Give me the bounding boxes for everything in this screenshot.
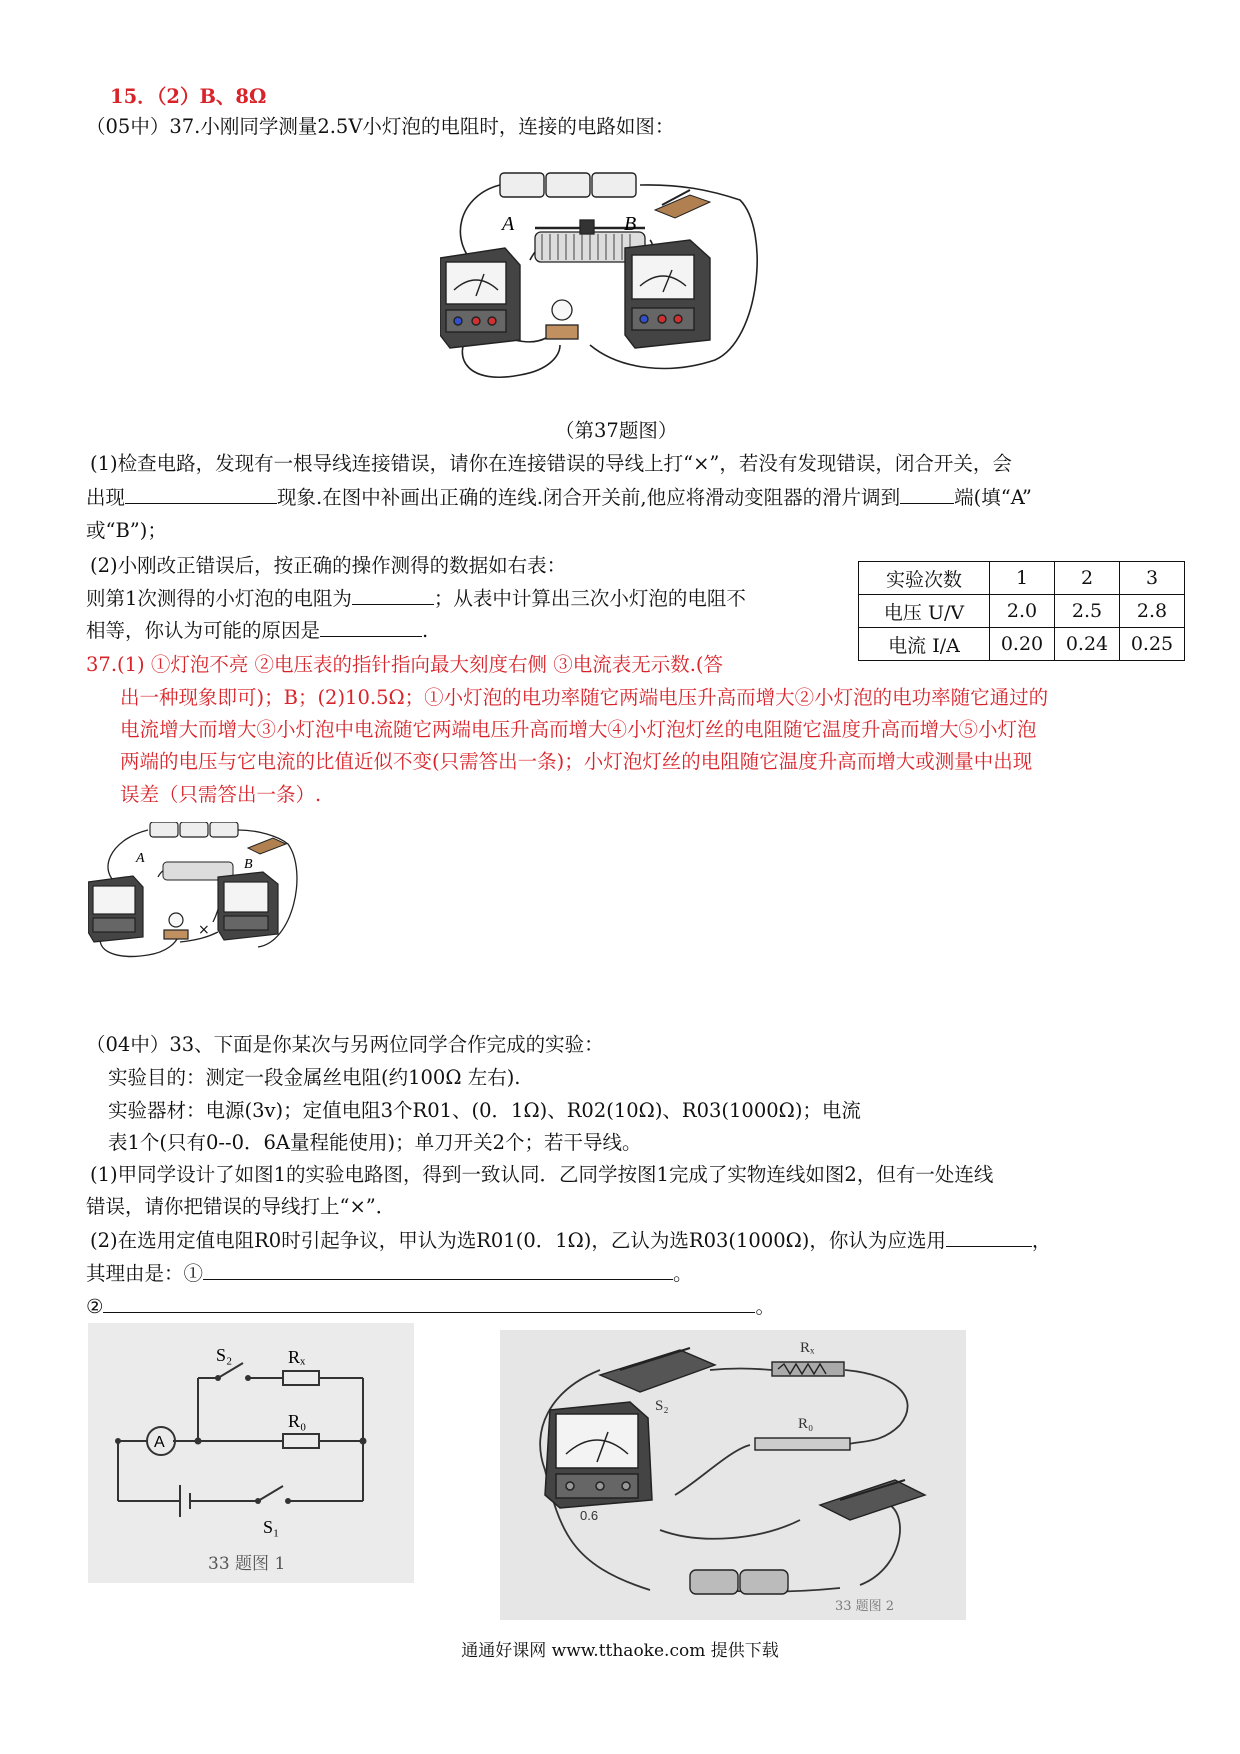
q37-part2-line2 xyxy=(86,585,746,613)
q33-figure1-circuit-diagram xyxy=(88,1323,414,1583)
fig2-caption: 33 题图 2 xyxy=(835,1599,895,1614)
table-cell: 2.5 xyxy=(1055,595,1120,628)
table-header-cell: 2 xyxy=(1055,562,1120,595)
q37-part1-line3: 或“B”)； xyxy=(86,519,167,542)
svg-text:×: × xyxy=(198,922,210,938)
fig1-ammeter-label: A xyxy=(154,1434,165,1451)
table-row-label: 电压 U/V xyxy=(859,595,990,628)
table-cell: 0.24 xyxy=(1055,628,1120,661)
q37-part1-line2-a: 出现 xyxy=(86,486,126,509)
q33-equipment-line2: 表1个(只有0--0．6A量程能使用)；单刀开关2个；若干导线。 xyxy=(108,1131,642,1154)
table-cell: 2.0 xyxy=(990,595,1055,628)
fig2-label-r0: R₀ xyxy=(798,1416,814,1432)
q33-part2-line2-b: 。 xyxy=(673,1262,693,1285)
q37-part2-line2-b: ；从表中计算出三次小灯泡的电阻不 xyxy=(433,587,746,610)
q37-answer-line: 37.(1) ①灯泡不亮 ②电压表的指针指向最大刻度右侧 ③电流表无示数.(答 xyxy=(86,653,724,676)
q37-part1-line1: (1)检查电路，发现有一根导线连接错误，请你在连接错误的导线上打“×”，若没有发现错误，闭合开关，会 xyxy=(90,452,1012,475)
table-row xyxy=(859,628,1185,661)
q37-answer-line: 误差（只需答出一条）. xyxy=(120,783,322,806)
q33-part1-line2: 错误，请你把错误的导线打上“×”． xyxy=(86,1195,396,1218)
q37-answer-line: 出一种现象即可)；B；(2)10.5Ω；①小灯泡的电功率随它两端电压升高而增大②小灯泡的电功率随它通过的 xyxy=(120,686,1049,709)
fig2-range-label: 0.6 xyxy=(580,1508,599,1523)
q37-part1-line2-b: 现象.在图中补画出正确的连线.闭合开关前,他应将滑动变阻器的滑片调到 xyxy=(277,486,901,509)
q33-equipment-line1: 实验器材：电源(3v)；定值电阻3个R01、(0．1Ω)、R02(10Ω)、R03(1000Ω)；电流 xyxy=(108,1099,861,1122)
fig1-label-s2: S₂ xyxy=(216,1345,233,1365)
q37-blank-phenomenon[interactable] xyxy=(125,485,277,504)
q33-part2-line2 xyxy=(86,1260,693,1288)
table-row-label: 电流 I/A xyxy=(859,628,990,661)
q33-blank-reason1[interactable] xyxy=(203,1261,673,1280)
q37-figure-caption: （第37题图） xyxy=(555,419,678,442)
table-row xyxy=(859,595,1185,628)
q37-blank-reason[interactable] xyxy=(320,618,422,637)
q37-part2-line3 xyxy=(86,617,428,645)
q37-blank-end[interactable] xyxy=(900,485,954,504)
fig2-label-s2: S₂ xyxy=(655,1398,669,1414)
q37-answer-line: 电流增大而增大③小灯泡中电流随它两端电压升高而增大④小灯泡灯丝的电阻随它温度升高而增大⑤小灯泡 xyxy=(120,718,1037,741)
q37-part1-line2-c: 端(填“A” xyxy=(954,486,1032,509)
table-header-cell: 实验次数 xyxy=(859,562,990,595)
q37-part2-line3-a: 相等，你认为可能的原因是 xyxy=(86,619,321,642)
q37-part1-line2 xyxy=(86,484,1032,512)
q37-corrected-circuit-figure xyxy=(88,822,308,962)
q37-part2-line3-b: . xyxy=(422,619,429,642)
q37-answer-line: 两端的电压与它电流的比值近似不变(只需答出一条)；小灯泡灯丝的电阻随它温度升高而增大或测量中出现 xyxy=(120,750,1033,773)
fig2-label-rx: Rₓ xyxy=(800,1340,815,1356)
fig1-label-r0: R₀ xyxy=(288,1411,307,1431)
q33-blank-choice[interactable] xyxy=(946,1228,1032,1247)
q33-part1-line1: (1)甲同学设计了如图1的实验电路图，得到一致认同．乙同学按图1完成了实物连线如图2，但有一处连线 xyxy=(90,1163,994,1186)
q37-blank-resistance[interactable] xyxy=(352,586,434,605)
table-header-cell: 3 xyxy=(1120,562,1185,595)
q33-part2-line1-b: ， xyxy=(1031,1229,1052,1252)
fig1-label-s1: S₁ xyxy=(263,1517,280,1537)
q37-circuit-figure xyxy=(440,170,780,405)
q33-purpose: 实验目的：测定一段金属丝电阻(约100Ω 左右). xyxy=(108,1066,521,1089)
q33-part2-line3-a: ② xyxy=(86,1295,104,1318)
q33-part2-line3-b: 。 xyxy=(755,1295,775,1318)
page-footer: 通通好课网 www.tthaoke.com 提供下载 xyxy=(461,1641,779,1661)
fig1-caption: 33 题图 1 xyxy=(208,1554,286,1574)
q33-part2-line3 xyxy=(86,1293,775,1321)
prev-answer: 15．（2）B、8Ω xyxy=(110,85,267,108)
q37-corrected-label-b: B xyxy=(244,857,253,872)
q37-part2-line1: (2)小刚改正错误后，按正确的操作测得的数据如右表： xyxy=(90,554,567,577)
table-cell: 0.20 xyxy=(990,628,1055,661)
q33-figure2-real-circuit xyxy=(500,1330,966,1620)
q37-data-table xyxy=(858,561,1185,661)
q33-part2-line1-a: (2)在选用定值电阻R0时引起争议，甲认为选R01(0．1Ω)，乙认为选R03(1000Ω)，你认为应选用 xyxy=(90,1229,946,1252)
q37-corrected-label-a: A xyxy=(136,851,145,866)
q37-stem: （05中）37.小刚同学测量2.5V小灯泡的电阻时，连接的电路如图： xyxy=(86,115,675,138)
q37-part2-line2-a: 则第1次测得的小灯泡的电阻为 xyxy=(86,587,352,610)
table-row xyxy=(859,562,1185,595)
q33-stem: （04中）33、下面是你某次与另两位同学合作完成的实验： xyxy=(86,1033,604,1056)
q33-part2-line1 xyxy=(90,1227,1051,1255)
q37-label-a: A xyxy=(502,213,515,235)
table-cell: 0.25 xyxy=(1120,628,1185,661)
table-header-cell: 1 xyxy=(990,562,1055,595)
table-cell: 2.8 xyxy=(1120,595,1185,628)
q33-blank-reason2[interactable] xyxy=(103,1294,755,1313)
q37-label-b: B xyxy=(624,213,637,235)
q33-part2-line2-a: 其理由是：① xyxy=(86,1262,204,1285)
fig1-label-rx: Rₓ xyxy=(288,1347,306,1367)
